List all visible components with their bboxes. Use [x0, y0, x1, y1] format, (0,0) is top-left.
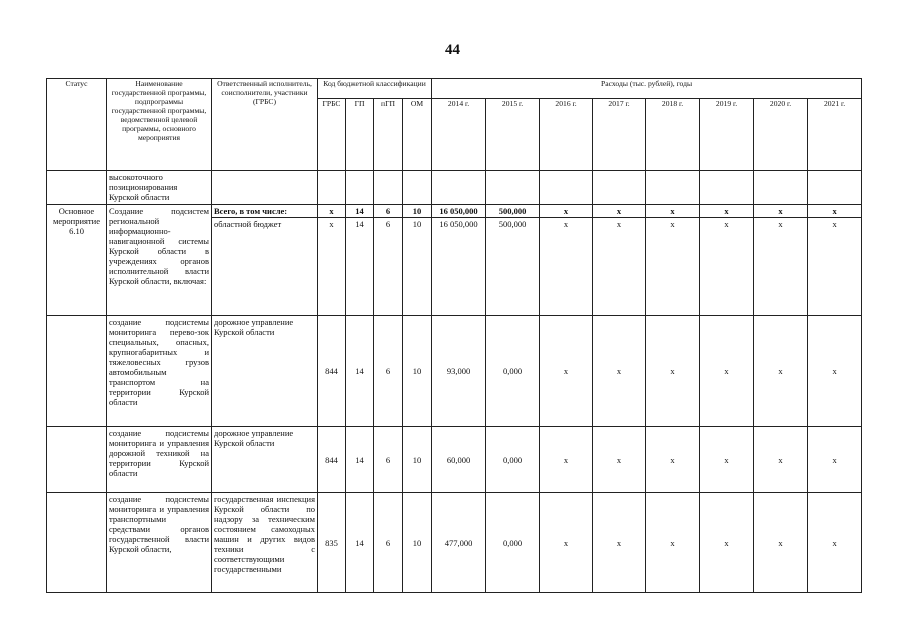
header-status: Статус — [47, 79, 107, 171]
sub-2-grbs: 844 — [318, 427, 346, 493]
sub-2-2016: x — [540, 427, 593, 493]
sub-3-gp: 14 — [346, 493, 374, 593]
continuation-row — [47, 171, 862, 205]
sub-1-2015: 0,000 — [486, 316, 540, 427]
budget-table — [46, 78, 862, 593]
total-2019: x — [700, 205, 754, 218]
header-grbs: ГРБС — [318, 99, 346, 171]
table-row-sub-2 — [47, 427, 862, 493]
continuation-text: высокоточного позиционирования Курской области — [107, 171, 212, 205]
total-2015: 500,000 — [486, 205, 540, 218]
sub-1-name: создание подсистемы мониторинга перево-зок специальных, опасных, крупногабаритных и тяжеловесных грузов автомобильным транспортом на территории Курской области — [107, 316, 212, 427]
sub-2-2018: x — [646, 427, 700, 493]
sub-3-2017: x — [593, 493, 646, 593]
sub-3-2016: x — [540, 493, 593, 593]
sub-2-om: 10 — [403, 427, 432, 493]
sub-1-om: 10 — [403, 316, 432, 427]
total-2016: x — [540, 205, 593, 218]
header-name: Наименование государственной программы, подпрограммы государственной программы, ведомственной целевой программы, основного мероприятия — [107, 79, 212, 171]
header-expenses: Расходы (тыс. рублей), годы — [432, 79, 862, 99]
main-event-name: Создание подсистем региональной информационно-навигационной системы Курской области в учреждениях органов исполнительной власти Курской области, включая: — [107, 205, 212, 316]
total-2018: x — [646, 205, 700, 218]
sub-3-grbs: 835 — [318, 493, 346, 593]
sub-1-responsible: дорожное управление Курской области — [212, 316, 318, 427]
sub-1-2017: x — [593, 316, 646, 427]
sub-3-2019: x — [700, 493, 754, 593]
sub-1-2016: x — [540, 316, 593, 427]
regional-om: 10 — [403, 218, 432, 316]
header-pgp: пГП — [374, 99, 403, 171]
header-gp: ГП — [346, 99, 374, 171]
sub-2-2017: x — [593, 427, 646, 493]
sub-1-gp: 14 — [346, 316, 374, 427]
regional-2018: x — [646, 218, 700, 316]
regional-2021: x — [808, 218, 862, 316]
table-row-sub-1 — [47, 316, 862, 427]
sub-1-pgp: 6 — [374, 316, 403, 427]
sub-3-2021: x — [808, 493, 862, 593]
sub-3-2015: 0,000 — [486, 493, 540, 593]
sub-3-responsible: государственная инспекция Курской области по надзору за техническим состоянием самоходных машин и других видов техники с соответствующими государственными — [212, 493, 318, 593]
header-om: ОМ — [403, 99, 432, 171]
header-year-2014: 2014 г. — [432, 99, 486, 171]
header-year-2020: 2020 г. — [754, 99, 808, 171]
sub-1-2020: x — [754, 316, 808, 427]
sub-1-2014: 93,000 — [432, 316, 486, 427]
total-grbs: x — [318, 205, 346, 218]
header-year-2015: 2015 г. — [486, 99, 540, 171]
sub-1-2019: x — [700, 316, 754, 427]
header-year-2019: 2019 г. — [700, 99, 754, 171]
total-pgp: 6 — [374, 205, 403, 218]
total-om: 10 — [403, 205, 432, 218]
sub-2-pgp: 6 — [374, 427, 403, 493]
regional-responsible: областной бюджет — [212, 218, 318, 316]
total-responsible: Всего, в том числе: — [212, 205, 318, 218]
sub-2-2020: x — [754, 427, 808, 493]
regional-2020: x — [754, 218, 808, 316]
total-2020: x — [754, 205, 808, 218]
sub-2-2019: x — [700, 427, 754, 493]
total-2021: x — [808, 205, 862, 218]
sub-2-2014: 60,000 — [432, 427, 486, 493]
regional-grbs: x — [318, 218, 346, 316]
table-row-sub-3 — [47, 493, 862, 593]
sub-2-name: создание подсистемы мониторинга и управления дорожной техникой на территории Курской области — [107, 427, 212, 493]
total-2014: 16 050,000 — [432, 205, 486, 218]
header-responsible: Ответственный исполнитель, соисполнители, участники (ГРБС) — [212, 79, 318, 171]
sub-1-2018: x — [646, 316, 700, 427]
sub-3-om: 10 — [403, 493, 432, 593]
sub-2-2015: 0,000 — [486, 427, 540, 493]
total-2017: x — [593, 205, 646, 218]
regional-2017: x — [593, 218, 646, 316]
sub-3-2018: x — [646, 493, 700, 593]
regional-2019: x — [700, 218, 754, 316]
sub-3-pgp: 6 — [374, 493, 403, 593]
sub-3-2014: 477,000 — [432, 493, 486, 593]
sub-2-responsible: дорожное управление Курской области — [212, 427, 318, 493]
page-number: 44 — [445, 42, 460, 58]
sub-2-2021: x — [808, 427, 862, 493]
header-year-2021: 2021 г. — [808, 99, 862, 171]
sub-3-2020: x — [754, 493, 808, 593]
table-row-total — [47, 205, 862, 218]
sub-1-grbs: 844 — [318, 316, 346, 427]
header-row-1 — [47, 79, 862, 99]
header-budget-code: Код бюджетной классификации — [318, 79, 432, 99]
header-year-2016: 2016 г. — [540, 99, 593, 171]
sub-3-name: создание подсистемы мониторинга и управления транспортными средствами органов государственной власти Курской области, — [107, 493, 212, 593]
regional-gp: 14 — [346, 218, 374, 316]
header-year-2018: 2018 г. — [646, 99, 700, 171]
sub-1-2021: x — [808, 316, 862, 427]
sub-2-gp: 14 — [346, 427, 374, 493]
regional-2015: 500,000 — [486, 218, 540, 316]
total-gp: 14 — [346, 205, 374, 218]
header-year-2017: 2017 г. — [593, 99, 646, 171]
regional-2014: 16 050,000 — [432, 218, 486, 316]
regional-2016: x — [540, 218, 593, 316]
main-event-status: Основное мероприятие 6.10 — [47, 205, 107, 316]
regional-pgp: 6 — [374, 218, 403, 316]
